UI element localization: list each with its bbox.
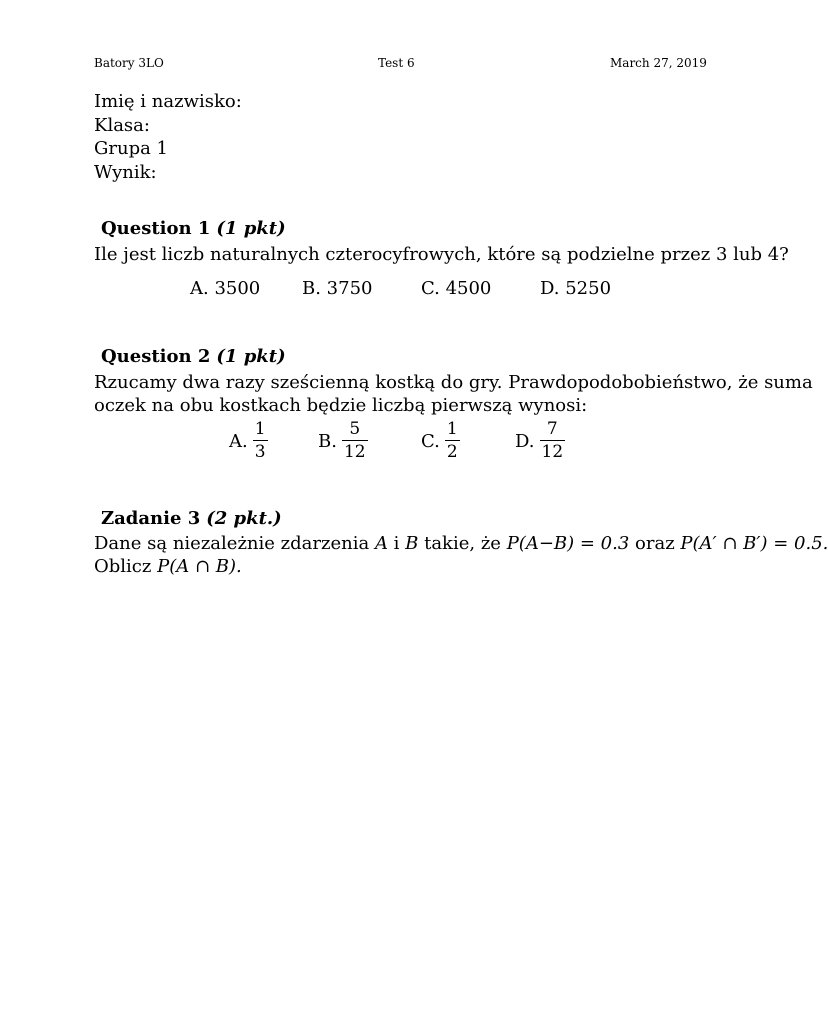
option-a-label: A.	[229, 430, 248, 452]
option-b-label: B.	[318, 430, 337, 452]
option-d-label: D.	[515, 430, 535, 452]
q3-var-b: B	[405, 533, 419, 554]
option-d-denominator: 12	[541, 442, 564, 462]
question-1-heading: Question 1	[101, 218, 211, 239]
question-2-option-d	[515, 421, 565, 461]
question-1-option-b: B. 3750	[302, 278, 373, 299]
student-name-label: Imię i nazwisko:	[94, 91, 242, 112]
question-1-option-a: A. 3500	[190, 278, 261, 299]
header-school: Batory 3LO	[94, 56, 164, 70]
q3-line2-expr: P(A ∩ B).	[157, 556, 242, 577]
option-b-denominator: 12	[343, 442, 366, 462]
q3-text-a: Dane są niezależnie zdarzenia	[94, 533, 375, 554]
option-c-label: C.	[421, 430, 440, 452]
q3-expr-1: P(A−B) = 0.3	[506, 533, 630, 554]
question-2-option-a	[229, 421, 268, 461]
question-2-heading: Question 2	[101, 346, 211, 367]
option-c-numerator: 1	[446, 419, 458, 439]
q3-text-b: i	[387, 533, 406, 554]
option-c-fraction	[445, 421, 460, 461]
option-a-denominator: 3	[254, 442, 266, 462]
header-date: March 27, 2019	[610, 56, 707, 70]
question-1-text: Ile jest liczb naturalnych czterocyfrowych, które są podzielne przez 3 lub 4?	[94, 244, 789, 265]
question-2-option-c	[421, 421, 460, 461]
question-1-option-d: D. 5250	[540, 278, 612, 299]
question-2-text-line1: Rzucamy dwa razy sześcienną kostką do gry. Prawdopodobobieństwo, że suma	[94, 372, 813, 393]
question-2-points: (1 pkt)	[216, 346, 286, 367]
option-a-fraction	[253, 421, 268, 461]
q3-line2-text: Oblicz	[94, 556, 158, 577]
question-3-title	[101, 508, 282, 529]
question-1-title	[101, 218, 286, 239]
student-group-label: Grupa 1	[94, 138, 169, 159]
student-class-label: Klasa:	[94, 114, 150, 136]
question-2-option-b	[318, 421, 368, 461]
option-a-numerator: 1	[254, 419, 266, 439]
q3-expr-2: P(A′ ∩ B′) = 0.5.	[680, 533, 828, 554]
question-3-text-line1	[94, 532, 828, 555]
question-2-text-line2: oczek na obu kostkach będzie liczbą pierwszą wynosi:	[94, 395, 588, 416]
option-b-fraction	[342, 421, 368, 461]
question-3-text-line2	[94, 555, 242, 578]
question-3-points: (2 pkt.)	[206, 508, 282, 529]
q3-var-a: A	[374, 533, 388, 554]
question-3-heading: Zadanie 3	[101, 508, 201, 529]
header-test-title: Test 6	[378, 56, 415, 70]
option-d-numerator: 7	[546, 419, 558, 439]
question-1-points: (1 pkt)	[216, 218, 286, 239]
student-info	[94, 90, 242, 184]
question-1-option-c: C. 4500	[421, 278, 492, 299]
q3-text-c: takie, że	[418, 533, 507, 554]
option-d-fraction	[540, 421, 566, 461]
option-c-denominator: 2	[446, 442, 458, 462]
student-score-label: Wynik:	[94, 161, 157, 183]
q3-text-d: oraz	[629, 533, 681, 554]
option-b-numerator: 5	[349, 419, 361, 439]
question-2-title	[101, 346, 286, 367]
